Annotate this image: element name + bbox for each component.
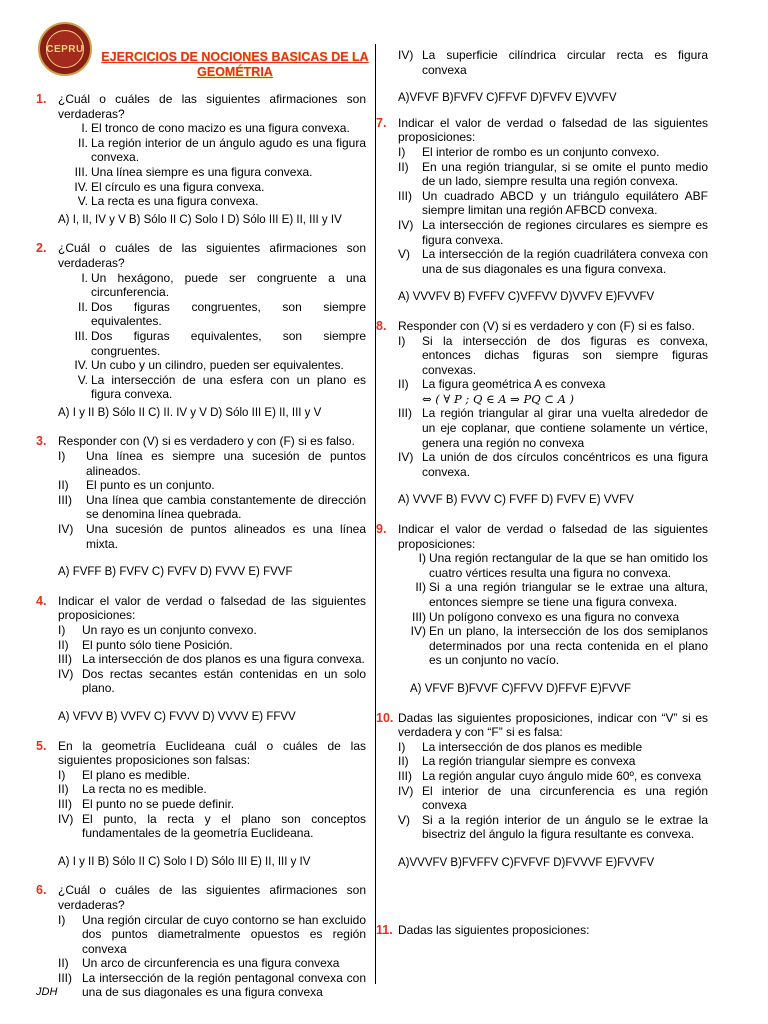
- logo-text: CEPRU: [46, 43, 84, 55]
- statement: III) La región triangular al girar una vuelta alrededor de un eje coplanar, que contiene solamente un vértice, genera una región no convexa: [398, 406, 708, 450]
- question-text: Indicar el valor de verdad o falsedad de las siguientes proposiciones:: [398, 522, 708, 551]
- statement: II. La región interior de un ángulo agudo es una figura convexa.: [77, 135, 366, 165]
- question-3: [36, 434, 366, 579]
- statement: I) Una región circular de cuyo contorno se han excluido dos puntos diametralmente opuestos es región convexa: [58, 912, 366, 956]
- question-6-continued: [376, 48, 708, 106]
- answer-options: A)VFVF B)FVFV C)FFVF D)FVFV E)VVFV: [398, 92, 617, 105]
- question-5: [36, 739, 366, 870]
- answer-options: A) VFVF B)FVVF C)FFVV D)FFVF E)FVVF: [410, 682, 632, 695]
- statement: III. Dos figuras equivalentes, son siempre congruentes.: [74, 328, 366, 358]
- statement: III) Un cuadrado ABCD y un triángulo equilátero ABF siempre limitan una región AFBCD convexa.: [398, 188, 708, 218]
- statement: II) La región triangular siempre es convexa: [398, 754, 636, 769]
- question-text: ¿Cuál o cuáles de las siguientes afirmaciones son verdaderas?: [58, 241, 366, 270]
- question-number: 2.: [36, 241, 47, 256]
- statement: IV. El círculo es una figura convexa.: [74, 179, 265, 194]
- answer-options: A) FVFF B) FVFV C) FVFV D) FVVV E) FVVF: [58, 566, 293, 579]
- question-text: Dadas las siguientes proposiciones:: [398, 922, 590, 937]
- question-text: Responder con (V) si es verdadero y con (F) si es falso.: [398, 318, 695, 333]
- statement: IV) El interior de una circunferencia es una región convexa: [398, 783, 708, 813]
- statement: V. La intersección de una esfera con un plano es figura convexa.: [77, 372, 366, 402]
- question-number: 6.: [36, 883, 47, 898]
- answer-options: A) VFVV B) VVFV C) FVVV D) VVVV E) FFVV: [58, 710, 296, 723]
- statement: II. Dos figuras congruentes, son siempre equivalentes.: [77, 299, 366, 329]
- statement: II) El punto es un conjunto.: [58, 478, 215, 493]
- question-8: [376, 319, 708, 508]
- question-9: [376, 522, 708, 697]
- statement: IV) Una sucesión de puntos alineados es una línea mixta.: [58, 522, 366, 551]
- answer-options: A) VVVF B) FVVV C) FVFF D) FVFV E) VVFV: [398, 494, 634, 507]
- question-4: [36, 594, 366, 725]
- statement: II) La figura geométrica A es convexa: [398, 377, 606, 392]
- statement: III) El punto no se puede definir.: [58, 796, 235, 811]
- statement: I) Una región rectangular de la que se han omitido los cuatro vértices resulta una figura no convexa.: [418, 551, 708, 580]
- author-initials: JDH: [36, 986, 58, 998]
- statement: I) La intersección de dos planos es medible: [398, 739, 643, 754]
- statement: V. La recta es una figura convexa.: [77, 194, 259, 209]
- question-1: [36, 92, 366, 227]
- question-text: ¿Cuál o cuáles de las siguientes afirmaciones son verdaderas?: [58, 92, 366, 121]
- question-number: 8.: [376, 318, 387, 333]
- logo-seal-icon: [46, 30, 84, 68]
- answer-options: A)VVVFV B)FVFFV C)FVFVF D)FVVVF E)FVVFV: [398, 856, 655, 869]
- question-number: 1.: [36, 92, 47, 106]
- statement: III. Una línea siempre es una figura convexa.: [74, 164, 313, 179]
- answer-options: A) I, II, IV y V B) Sólo II C) Solo I D) Sólo III E) II, III y IV: [58, 213, 342, 226]
- statement: II) Un arco de circunferencia es una figura convexa: [58, 956, 340, 971]
- statement: V) Si a la región interior de un ángulo se le extrae la bisectriz del ángulo la figura resultante es convexa.: [398, 812, 708, 842]
- left-column: [36, 92, 366, 1014]
- statement: I. El tronco de cono macizo es una figura convexa.: [81, 121, 350, 136]
- statement: IV) La intersección de regiones circulares es siempre es figura convexa.: [398, 217, 708, 247]
- answer-options: A) VVVFV B) FVFFV C)VFFVV D)VVFV E)FVVFV: [398, 291, 655, 304]
- question-11: [376, 923, 708, 938]
- statement: III) La intersección de dos planos es una figura convexa.: [58, 652, 365, 667]
- statement: III) Una línea que cambia constantemente de dirección se denomina línea quebrada.: [58, 492, 366, 522]
- statement: IV) Dos rectas secantes están contenidas en un solo plano.: [58, 666, 366, 696]
- question-number: 11.: [376, 922, 393, 937]
- statement: IV) La unión de dos círculos concéntricos es una figura convexa.: [398, 450, 708, 479]
- question-number: 4.: [36, 593, 47, 608]
- right-column: [376, 48, 708, 951]
- statement: IV) El punto, la recta y el plano son conceptos fundamentales de la geometría Euclideana.: [58, 811, 366, 841]
- statement: I) Una línea es siempre una sucesión de puntos alineados.: [58, 449, 366, 478]
- question-6: [36, 883, 366, 1000]
- statement: IV. Un cubo y un cilindro, pueden ser equivalentes.: [74, 358, 344, 373]
- statement: I) Si la intersección de dos figuras es convexa, entonces dichas figuras son siempre figuras convexas.: [398, 333, 708, 377]
- question-number: 3.: [36, 434, 47, 449]
- statement: IV) La superficie cilíndrica circular recta es figura convexa: [398, 48, 708, 77]
- statement: III) La intersección de la región pentagonal convexa con una de sus diagonales es una figura convexa: [58, 970, 366, 1000]
- question-7: [376, 116, 708, 305]
- statement: I) Un rayo es un conjunto convexo.: [58, 623, 257, 637]
- question-text: Indicar el valor de verdad o falsedad de las siguientes proposiciones:: [58, 593, 366, 623]
- question-text: ¿Cuál o cuáles de las siguientes afirmaciones son verdaderas?: [58, 883, 366, 912]
- statement: I) El plano es medible.: [58, 767, 191, 782]
- statement: III) La región angular cuyo ángulo mide 60º, es convexa: [398, 768, 702, 783]
- answer-options: A) I y II B) Sólo II C) Solo I D) Sólo III E) II, III y IV: [58, 855, 311, 868]
- question-text: Indicar el valor de verdad o falsedad de las siguientes proposiciones:: [398, 115, 708, 145]
- question-text: Responder con (V) si es verdadero y con (F) si es falso.: [58, 434, 355, 449]
- statement: IV) En un plano, la intersección de los dos semiplanos determinados por una recta contenida en el plano es un conjunto no vacío.: [410, 624, 708, 668]
- question-text: En la geometría Euclideana cuál o cuáles de las siguientes proposiciones son falsas:: [58, 738, 366, 768]
- statement: I. Un hexágono, puede ser congruente a una circunferencia.: [81, 270, 366, 300]
- statement: II) El punto sólo tiene Posición.: [58, 637, 233, 652]
- institution-logo: [38, 22, 92, 76]
- statement: I) El interior de rombo es un conjunto convexo.: [398, 144, 660, 159]
- statement: II) Si a una región triangular se le extrae una altura, entonces siempre se tiene una figura convexa.: [415, 580, 708, 609]
- question-number: 9.: [376, 522, 387, 537]
- question-number: 5.: [36, 738, 47, 753]
- statement: III) Un polígono convexo es una figura no convexa: [412, 609, 680, 624]
- statement: II) La recta no es medible.: [58, 782, 207, 797]
- statement: V) La intersección de la región cuadrilátera convexa con una de sus diagonales es una figura convexa.: [398, 247, 708, 276]
- statement: II) En una región triangular, si se omite el punto medio de un lado, siempre resulta una región convexa.: [398, 159, 708, 189]
- question-number: 7.: [376, 115, 387, 130]
- question-number: 10.: [376, 710, 394, 725]
- question-10: [376, 711, 708, 871]
- question-text: Dadas las siguientes proposiciones, indicar con “V” si es verdadera y con “F” si es falsa:: [398, 710, 708, 740]
- question-2: [36, 241, 366, 420]
- convexity-formula: ⇔ ( ∀ P ; Q ∈ A ⇒ PQ ⊂ A ): [422, 391, 575, 406]
- page-title: EJERCICIOS DE NOCIONES BASICAS DE LA GEOMÉTRIA: [101, 50, 369, 79]
- answer-options: A) I y II B) Sólo II C) II. IV y V D) Sólo III E) II, III y V: [58, 406, 322, 419]
